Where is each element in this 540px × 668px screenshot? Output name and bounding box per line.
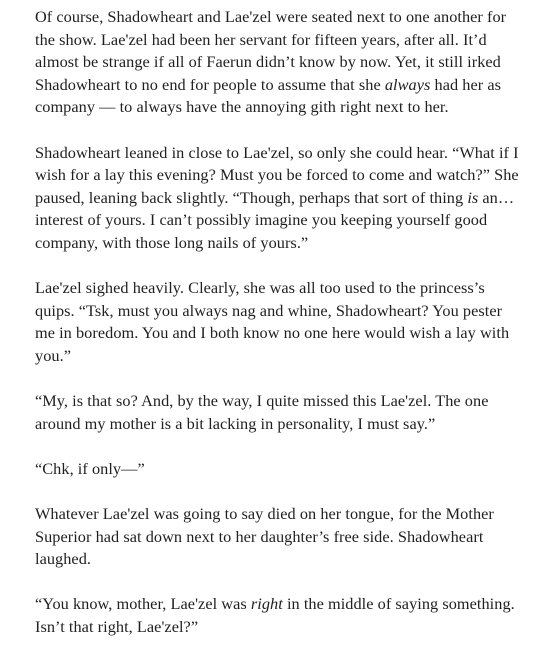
paragraph-7 (35, 593, 524, 638)
paragraph-1-emphasis: always (384, 74, 431, 94)
paragraph-5 (35, 458, 524, 481)
paragraph-2-emphasis: is (467, 187, 479, 207)
paragraph-7-text-b: in the middle of saying something. Isn’t that right, Lae'zel?” (35, 594, 515, 637)
paragraph-4 (35, 390, 524, 435)
paragraph-6 (35, 503, 524, 571)
paragraph-7-text-a: “You know, mother, Lae'zel was (35, 594, 251, 614)
paragraph-3 (35, 277, 524, 367)
paragraph-1-text-b: had her as company — to always have the annoying gith right next to her. (35, 74, 502, 117)
paragraph-2-text-a: Shadowheart leaned in close to Lae'zel, so only she could hear. “What if I wish for a lay this evening? Must you be forced to come and watch?” She paused, leaning back slightly. “Though, perhaps that sort of thing (35, 142, 519, 207)
paragraph-2 (35, 142, 524, 255)
paragraph-5-text: “Chk, if only—” (35, 458, 145, 478)
paragraph-3-text: Lae'zel sighed heavily. Clearly, she was all too used to the princess’s quips. “Tsk, must you always nag and whine, Shadowheart? You pester me in boredom. You and I both know no one here would wish a lay with you.” (35, 278, 510, 365)
paragraph-2-text-b: an…interest of yours. I can’t possibly imagine you keeping yourself good company, with those long nails of yours.” (35, 187, 515, 252)
paragraph-6-text: Whatever Lae'zel was going to say died on her tongue, for the Mother Superior had sat down next to her daughter’s free side. Shadowheart laughed. (35, 504, 494, 569)
paragraph-7-emphasis: right (250, 594, 283, 614)
paragraph-1-text-a: Of course, Shadowheart and Lae'zel were seated next to one another for the show. Lae'zel had been her servant for fifteen years, after all. It’d almost be strange if all of Faerun didn’t know by now. Yet, it still irked Shadowheart to no end for people to assume that she (35, 7, 507, 94)
paragraph-4-text: “My, is that so? And, by the way, I quite missed this Lae'zel. The one around my mother is a bit lacking in personality, I must say.” (35, 391, 489, 433)
paragraph-1 (35, 6, 524, 119)
